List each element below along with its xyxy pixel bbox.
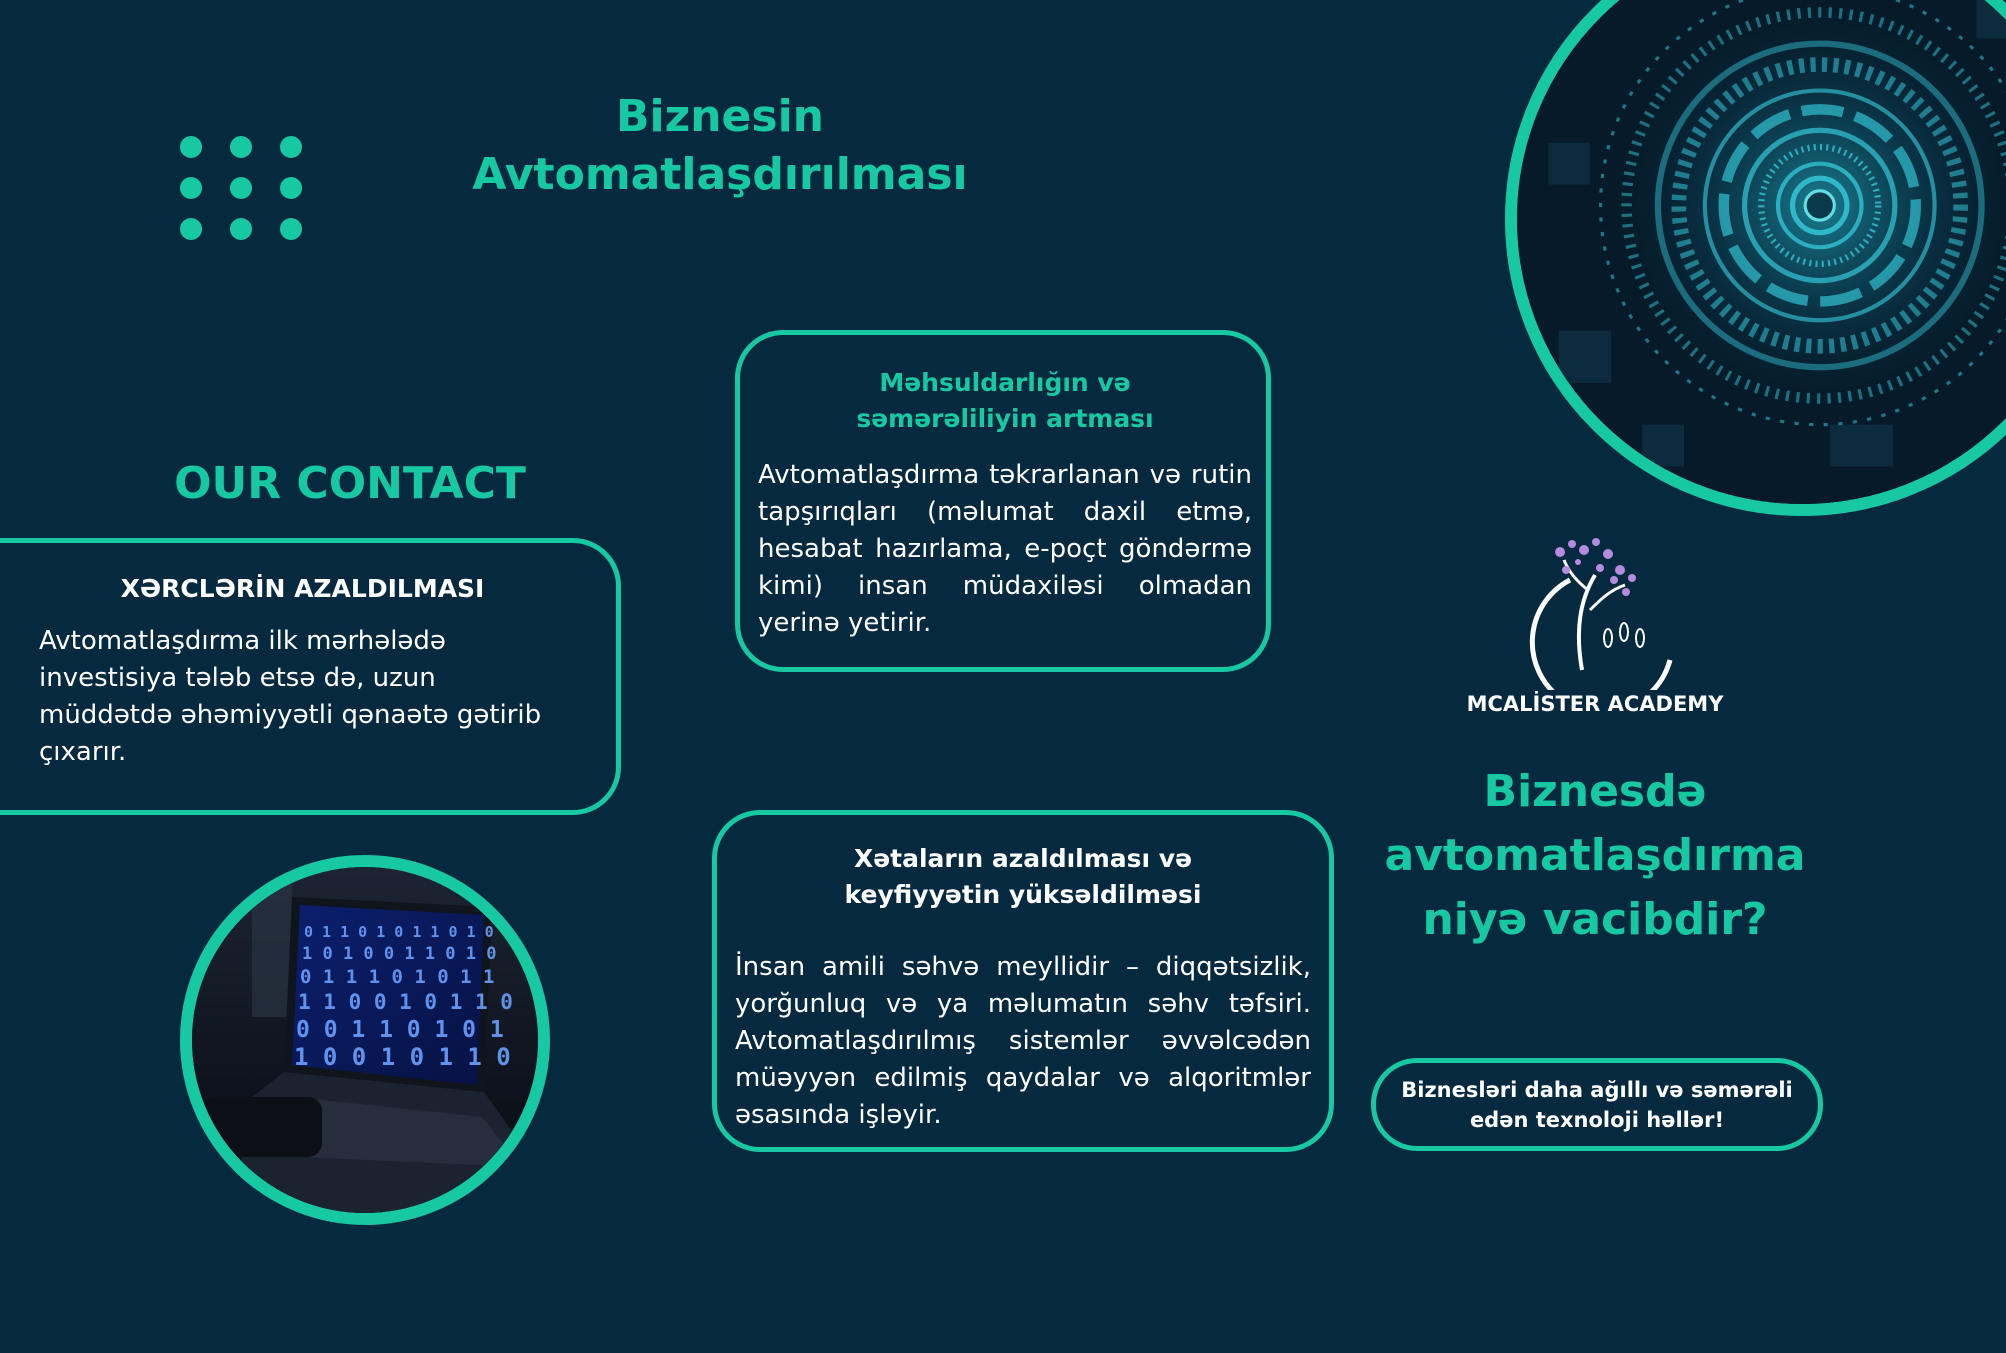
svg-text:0 1 1 1 0 1 0 1 1: 0 1 1 1 0 1 0 1 1 <box>300 966 495 988</box>
laptop-binary-image <box>180 855 550 1225</box>
svg-text:1 0 1 0 0 1 1 0 1 0: 1 0 1 0 0 1 1 0 1 0 <box>302 944 497 964</box>
svg-text:1 0 0 1 0 1 1 0: 1 0 0 1 0 1 1 0 <box>294 1043 511 1071</box>
brand-name: MCALİSTER ACADEMY <box>1466 692 1724 716</box>
why-heading-line2: avtomatlaşdırma <box>1384 830 1806 881</box>
why-heading-line3: niyə vacibdir? <box>1422 894 1768 945</box>
card-error-body: İnsan amili səhvə meyllidir – diqqətsizlik, yorğunluq və ya məlumatın səhv təfsiri. Avtomatlaşdırılmış sistemlər əvvəlcədən müəyyən edilmiş qaydalar və alqoritmlər əsasında işləyir. <box>735 952 1311 1130</box>
svg-text:0 0 1 1 0 1 0 1: 0 0 1 1 0 1 0 1 <box>296 1017 504 1043</box>
dot-grid-icon <box>180 136 306 240</box>
why-heading-line1: Biznesdə <box>1483 766 1707 817</box>
card-error-title-line2: keyfiyyətin yüksəldilməsi <box>844 880 1202 909</box>
tree-moon-logo-icon <box>1500 520 1700 690</box>
card-error-title-line1: Xətaların azaldılması və <box>853 844 1193 873</box>
svg-text:0 1 1 0 1 0 1 1 0 1 0: 0 1 1 0 1 0 1 1 0 1 0 <box>304 923 494 941</box>
card-cost-title: XƏRCLƏRİN AZALDILMASI <box>120 574 485 603</box>
card-cost-reduction <box>0 538 621 815</box>
contact-heading: OUR CONTACT <box>174 458 526 509</box>
card-error-reduction <box>712 810 1334 1152</box>
card-cost-body: Avtomatlaşdırma ilk mərhələdə investisiya tələb etsə də, uzun müddətdə əhəmiyyətli qənaətə gətirib çıxarır. <box>39 626 542 767</box>
tagline-pill <box>1371 1058 1823 1151</box>
card-productivity <box>735 330 1271 672</box>
card-productivity-title-line1: Məhsuldarlığın və <box>879 368 1131 397</box>
card-productivity-title-line2: səmərəliliyin artması <box>856 404 1154 433</box>
card-productivity-body: Avtomatlaşdırma təkrarlanan və rutin tapşırıqları (məlumat daxil etmə, hesabat hazırlama, e-poçt göndərmə kimi) insan müdaxiləsi olmadan yerinə yetirir. <box>758 460 1252 638</box>
tech-eye-image <box>1505 0 2006 516</box>
why-heading <box>1360 760 1830 952</box>
page-title-line2: Avtomatlaşdırılması <box>472 149 968 200</box>
tagline-line2: edən texnoloji həllər! <box>1469 1107 1725 1132</box>
card-error-title <box>735 841 1311 913</box>
page-title <box>420 88 1020 204</box>
card-productivity-title <box>758 365 1252 437</box>
page-title-line1: Biznesin <box>616 91 824 142</box>
svg-text:1 1 0 0 1 0 1 1 0: 1 1 0 0 1 0 1 1 0 <box>298 990 513 1014</box>
tagline-line1: Biznesləri daha ağıllı və səmərəli <box>1401 1077 1793 1102</box>
